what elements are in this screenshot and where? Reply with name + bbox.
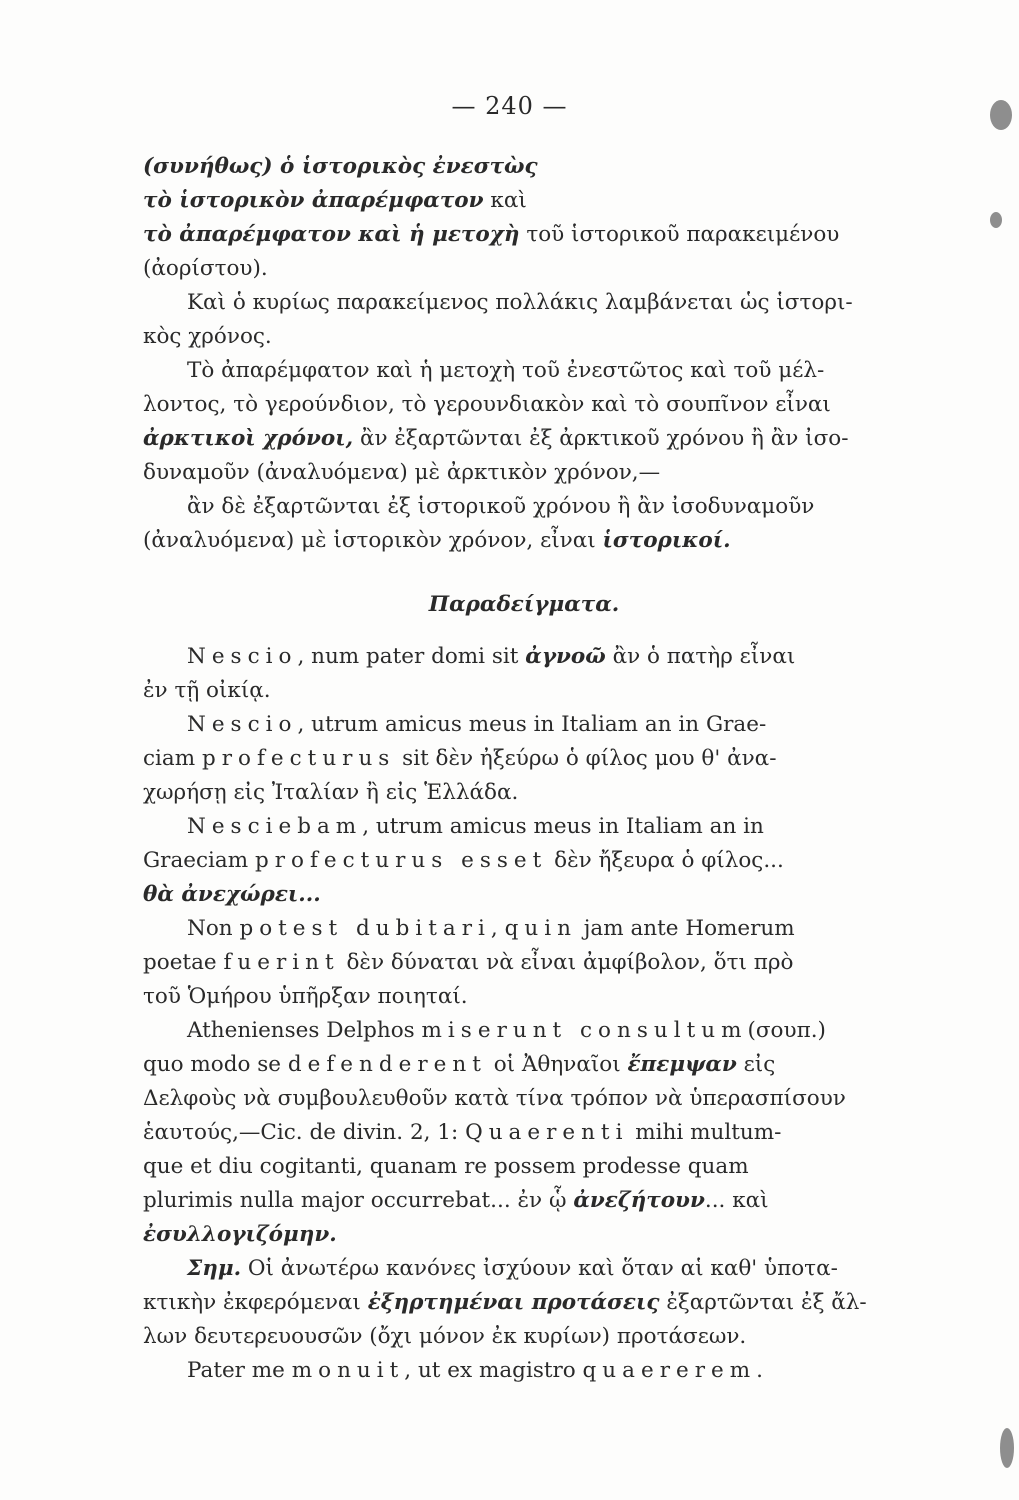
text-line — [143, 912, 905, 946]
text-run: Athenienses Delphos — [187, 1018, 422, 1043]
bold-phrase: ἱστορικοί. — [602, 528, 731, 553]
spaced-latin: Nescio — [187, 644, 298, 669]
text-line: que et diu cogitanti, quanam re possem prodesse quam — [143, 1154, 749, 1179]
text-line — [143, 1218, 905, 1252]
spaced-latin: Nesciebam — [187, 814, 363, 839]
text-run: poetae — [143, 950, 224, 975]
text-line — [143, 524, 905, 558]
text-line — [143, 1354, 905, 1388]
page-number: — 240 — — [451, 92, 568, 120]
text-line — [143, 184, 905, 218]
spaced-latin: fuerint — [223, 950, 340, 975]
text-line: Δελφοὺς νὰ συμβουλευθοῦν κατὰ τίνα τρόπον νὰ ὑπερασπίσουν — [143, 1086, 846, 1111]
ink-speck — [990, 212, 1002, 228]
bold-phrase: ἐξηρτημέναι προτάσεις — [367, 1290, 660, 1315]
bold-phrase: ἀνεζήτουν — [573, 1188, 705, 1213]
bold-phrase: τὸ ἱστορικὸν ἀπαρέμφατον — [143, 188, 484, 213]
text-run: quo modo se — [143, 1052, 288, 1077]
text-line: (ἀορίστου). — [143, 256, 268, 281]
bold-phrase: (συνήθως) ὁ ἱστορικὸς ἐνεστὼς — [143, 154, 538, 179]
text-line: τοῦ Ὁμήρου ὑπῆρξαν ποιηταί. — [143, 984, 468, 1009]
bold-phrase: ἀγνοῶ — [525, 644, 606, 669]
text-line — [143, 1048, 905, 1082]
ink-speck — [1000, 1428, 1014, 1468]
text-run: δὲν δύναται νὰ εἶναι ἀμφίβολον, ὅτι πρὸ — [339, 950, 794, 975]
text-run: ἂν ἐξαρτῶνται ἐξ ἀρκτικοῦ χρόνου ἢ ἂν ἰσο- — [353, 426, 849, 451]
text-line — [143, 946, 905, 980]
text-run: καὶ — [483, 188, 527, 213]
text-line: ἂν δὲ ἐξαρτῶνται ἐξ ἱστορικοῦ χρόνου ἢ ἂν ἰσοδυναμοῦν — [187, 494, 815, 519]
ink-speck — [990, 100, 1012, 130]
body-text — [143, 150, 905, 1388]
text-run: sit δὲν ἠξεύρω ὁ φίλος μου θ' ἀνα- — [395, 746, 777, 771]
text-run: δὲν ἤξευρα ὁ φίλος... — [547, 848, 784, 873]
text-run: Οἱ ἀνωτέρω κανόνες ἰσχύουν καὶ ὅταν αἱ καθ' ὑποτα- — [241, 1256, 838, 1281]
text-run: mihi multum- — [628, 1120, 782, 1145]
text-line: κὸς χρόνος. — [143, 324, 272, 349]
text-run: jam ante Homerum — [576, 916, 795, 941]
text-run: , ut ex magistro — [404, 1358, 583, 1383]
bold-phrase: θὰ ἀνεχώρει... — [143, 882, 321, 907]
spaced-latin: profecturus — [201, 746, 396, 771]
spaced-latin: profecturus esset — [254, 848, 548, 873]
text-line — [143, 878, 905, 912]
spaced-latin: Quaerenti — [465, 1120, 629, 1145]
text-line: ἐν τῇ οἰκίᾳ. — [143, 678, 271, 703]
spaced-latin: quaererem — [582, 1358, 757, 1383]
bold-phrase: ἔπεμψαν — [627, 1052, 737, 1077]
heading-text: Παραδείγματα. — [428, 592, 620, 617]
bold-phrase: τὸ ἀπαρέμφατον καὶ ἡ μετοχὴ — [143, 222, 520, 247]
text-line: λων δευτερευουσῶν (ὄχι μόνον ἐκ κυρίων) προτάσεων. — [143, 1324, 747, 1349]
text-run: οἱ Ἀθηναῖοι — [486, 1052, 628, 1077]
section-heading — [143, 588, 905, 622]
text-line — [143, 844, 905, 878]
spaced-latin: Nescio — [187, 712, 298, 737]
text-run: ... καὶ — [704, 1188, 769, 1213]
text-run: Graeciam — [143, 848, 255, 873]
spaced-latin: monuit — [291, 1358, 405, 1383]
text-line — [143, 1252, 905, 1286]
spaced-latin: defenderent — [287, 1052, 487, 1077]
text-line — [143, 708, 905, 742]
text-run: Non — [187, 916, 240, 941]
text-line — [143, 810, 905, 844]
text-run: (ἀναλυόμενα) μὲ ἱστορικὸν χρόνον, εἶναι — [143, 528, 603, 553]
bold-phrase: ἐσυλλογιζόμην. — [143, 1222, 337, 1247]
text-run: Pater me — [187, 1358, 292, 1383]
text-line — [143, 640, 905, 674]
text-run: , — [490, 916, 505, 941]
text-run: . — [756, 1358, 763, 1383]
text-run: , utrum amicus meus in Italiam an in — [362, 814, 764, 839]
text-line: λοντος, τὸ γερούνδιον, τὸ γερουνδιακὸν καὶ τὸ σουπῖνον εἶναι — [143, 392, 831, 417]
text-line — [143, 422, 905, 456]
text-line: Καὶ ὁ κυρίως παρακείμενος πολλάκις λαμβάνεται ὡς ἱστορι- — [187, 290, 853, 315]
text-line — [143, 1014, 905, 1048]
text-line — [143, 150, 905, 184]
text-run: ἐξαρτῶνται ἐξ ἄλ- — [659, 1290, 867, 1315]
text-run: εἰς — [736, 1052, 776, 1077]
text-line — [143, 1116, 905, 1150]
spaced-latin: potest dubitari — [239, 916, 491, 941]
text-line — [143, 1286, 905, 1320]
text-line — [143, 218, 905, 252]
note-label: Σημ. — [187, 1256, 242, 1281]
text-run: ἑαυτούς,—Cic. de divin. 2, 1: — [143, 1120, 466, 1145]
spaced-latin: quin — [504, 916, 577, 941]
text-run: (σουπ.) — [747, 1018, 826, 1043]
text-line — [143, 1184, 905, 1218]
text-run: ciam — [143, 746, 202, 771]
text-run: , num pater domi sit — [297, 644, 526, 669]
bold-phrase: ἀρκτικοὶ χρόνοι, — [143, 426, 354, 451]
text-line: χωρήσῃ εἰς Ἰταλίαν ἢ εἰς Ἑλλάδα. — [143, 780, 519, 805]
text-line: δυναμοῦν (ἀναλυόμενα) μὲ ἀρκτικὸν χρόνον,— — [143, 460, 661, 485]
text-line — [143, 742, 905, 776]
text-run: plurimis nulla major occurrebat... ἐν ᾧ — [143, 1188, 574, 1213]
text-run: τοῦ ἱστορικοῦ παρακειμένου — [519, 222, 840, 247]
text-run: κτικὴν ἐκφερόμεναι — [143, 1290, 368, 1315]
spaced-latin: miserunt consultum — [421, 1018, 748, 1043]
text-run: ἂν ὁ πατὴρ εἶναι — [605, 644, 796, 669]
text-run: , utrum amicus meus in Italiam an in Grae- — [297, 712, 767, 737]
text-line: Τὸ ἀπαρέμφατον καὶ ἡ μετοχὴ τοῦ ἐνεστῶτος καὶ τοῦ μέλ- — [187, 358, 825, 383]
